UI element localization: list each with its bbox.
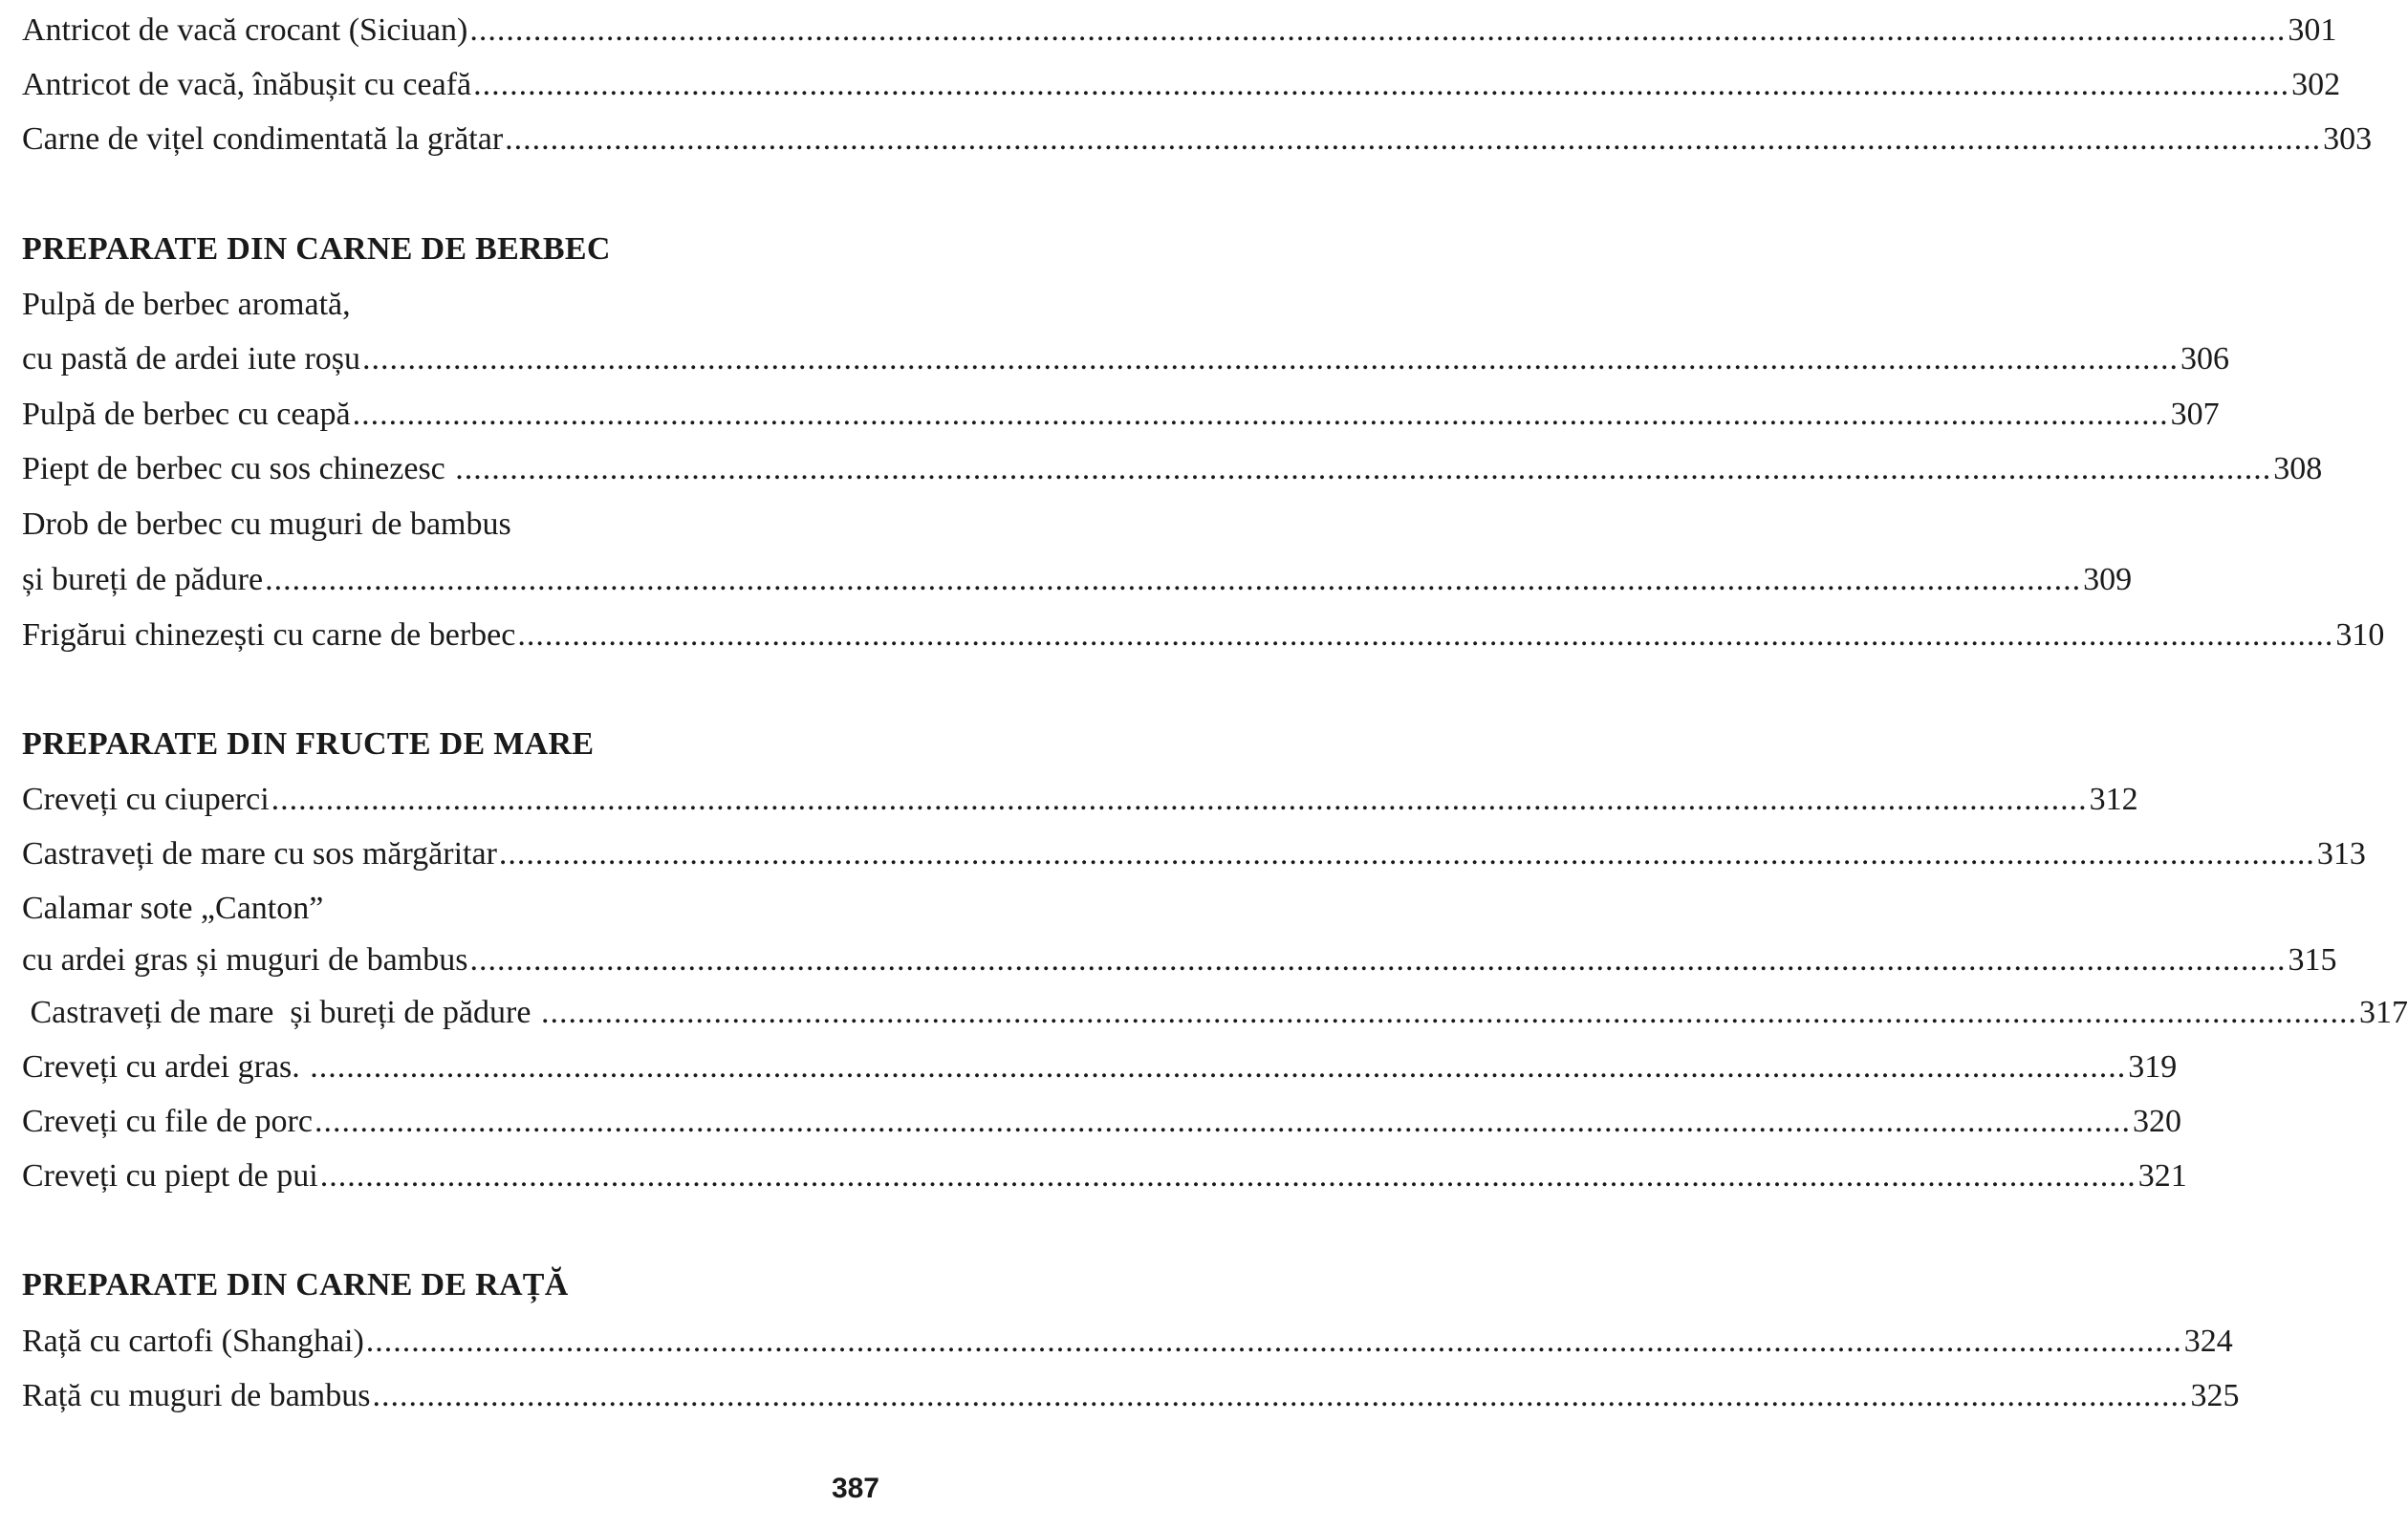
- entry-page: 302: [2291, 67, 2341, 102]
- dot-leader: ........................................................................................................................................................................................................: [271, 782, 2088, 817]
- entry-title: Castraveți de mare și bureți de pădure: [22, 995, 539, 1030]
- dot-leader: ........................................................................................................................................................................................................: [319, 1158, 2137, 1194]
- toc-entry: [22, 835, 2366, 873]
- dot-leader: ........................................................................................................................................................................................................: [265, 562, 2082, 597]
- entry-title: Creveți cu ardei gras.: [22, 1049, 309, 1085]
- dot-leader: ........................................................................................................................................................................................................: [314, 1104, 2131, 1139]
- dot-leader: ........................................................................................................................................................................................................: [455, 451, 2272, 486]
- toc-entry: [22, 1377, 2240, 1415]
- entry-page: 321: [2137, 1158, 2187, 1194]
- dot-leader: ........................................................................................................................................................................................................: [505, 121, 2322, 157]
- page-number: 387: [831, 1473, 879, 1504]
- entry-page: 324: [2183, 1324, 2233, 1359]
- entry-title: Drob de berbec cu muguri de bambus: [22, 506, 511, 542]
- entry-title: cu ardei gras și muguri de bambus: [22, 942, 468, 978]
- dot-leader: ........................................................................................................................................................................................................: [365, 1324, 2182, 1359]
- entry-title: Calamar sote „Canton”: [22, 891, 324, 926]
- toc-entry: [22, 994, 2408, 1032]
- entry-title: și bureți de pădure: [22, 562, 264, 597]
- dot-leader: ........................................................................................................................................................................................................: [540, 995, 2357, 1030]
- entry-title: Pulpă de berbec cu ceapă: [22, 397, 351, 432]
- toc-entry: [22, 1323, 2233, 1361]
- toc-entry: [22, 120, 2373, 159]
- entry-title: Frigărui chinezești cu carne de berbec: [22, 617, 516, 653]
- toc-entry: [22, 616, 2385, 655]
- dot-leader: ........................................................................................................................................................................................................: [517, 617, 2334, 653]
- toc-entry-line: [22, 506, 848, 544]
- entry-page: 308: [2273, 451, 2323, 486]
- dot-leader: ........................................................................................................................................................................................................: [469, 942, 2287, 978]
- toc-entry: [22, 66, 2341, 104]
- entry-page: 320: [2132, 1104, 2181, 1139]
- entry-title: Castraveți de mare cu sos mărgăritar: [22, 836, 497, 872]
- section-heading: PREPARATE DIN CARNE DE RAȚĂ: [22, 1267, 569, 1303]
- entry-title: Creveți cu piept de pui: [22, 1158, 318, 1194]
- dot-leader: ........................................................................................................................................................................................................: [310, 1049, 2127, 1085]
- entry-page: 319: [2128, 1049, 2178, 1085]
- entry-title: Creveți cu file de porc: [22, 1104, 313, 1139]
- toc-entry: [22, 1048, 2178, 1087]
- toc-entry: [22, 450, 2323, 488]
- entry-page: 303: [2323, 121, 2373, 157]
- toc-entry: [22, 11, 2337, 50]
- entry-page: 325: [2190, 1378, 2240, 1413]
- entry-title: Piept de berbec cu sos chinezesc: [22, 451, 454, 486]
- toc-entry: [22, 396, 2220, 434]
- entry-title: Rață cu cartofi (Shanghai): [22, 1324, 364, 1359]
- entry-page: 309: [2083, 562, 2133, 597]
- section-heading: PREPARATE DIN FRUCTE DE MARE: [22, 726, 595, 762]
- toc-entry-line: [22, 890, 848, 928]
- dot-leader: ........................................................................................................................................................................................................: [473, 67, 2290, 102]
- dot-leader: ........................................................................................................................................................................................................: [362, 341, 2180, 377]
- entry-title: Carne de vițel condimentată la grătar: [22, 121, 504, 157]
- entry-page: 315: [2288, 942, 2337, 978]
- entry-page: 312: [2089, 782, 2138, 817]
- toc-entry: [22, 340, 2230, 378]
- dot-leader: ........................................................................................................................................................................................................: [372, 1378, 2189, 1413]
- dot-leader: ........................................................................................................................................................................................................: [469, 12, 2287, 48]
- entry-page: 301: [2288, 12, 2337, 48]
- toc-entry: [22, 781, 2138, 819]
- entry-title: Creveți cu ciuperci: [22, 782, 270, 817]
- entry-page: 307: [2170, 397, 2220, 432]
- entry-page: 313: [2316, 836, 2366, 872]
- toc-entry: [22, 1157, 2187, 1195]
- entry-page: 306: [2180, 341, 2230, 377]
- entry-title: Rață cu muguri de bambus: [22, 1378, 371, 1413]
- dot-leader: ........................................................................................................................................................................................................: [352, 397, 2169, 432]
- entry-page: 310: [2335, 617, 2385, 653]
- toc-entry-line: [22, 286, 848, 324]
- dot-leader: ........................................................................................................................................................................................................: [498, 836, 2315, 872]
- toc-entry: [22, 561, 2133, 599]
- section-heading: PREPARATE DIN CARNE DE BERBEC: [22, 231, 611, 267]
- entry-title: Antricot de vacă, înăbușit cu ceafă: [22, 67, 472, 102]
- entry-title: Pulpă de berbec aromată,: [22, 287, 351, 322]
- toc-entry: [22, 1103, 2181, 1141]
- toc-entry: [22, 941, 2337, 980]
- entry-page: 317: [2358, 995, 2408, 1030]
- entry-title: Antricot de vacă crocant (Siciuan): [22, 12, 468, 48]
- entry-title: cu pastă de ardei iute roșu: [22, 341, 361, 377]
